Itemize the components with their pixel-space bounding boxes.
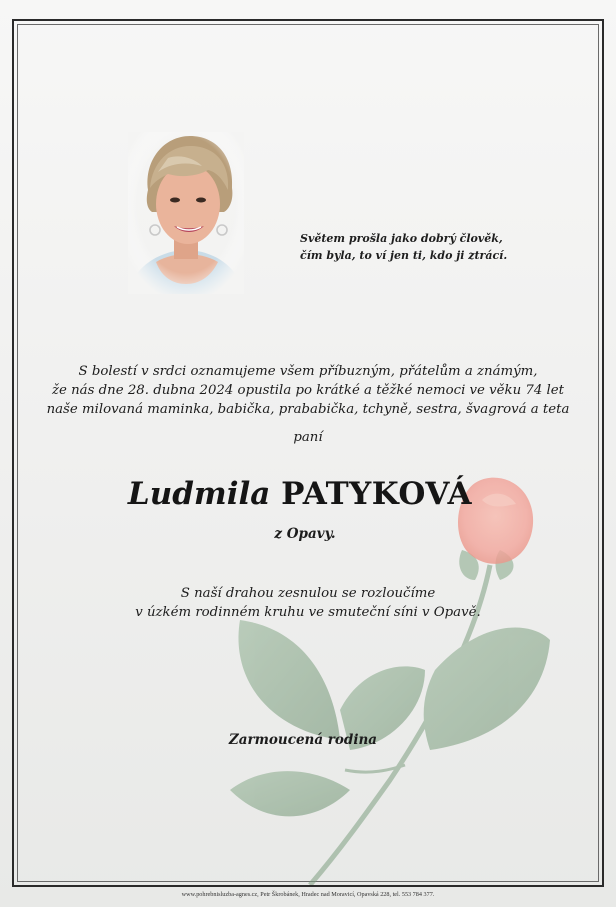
family-signature: Zarmoucená rodina bbox=[228, 732, 378, 748]
portrait-photo bbox=[128, 132, 244, 294]
deceased-last-name: PATYKOVÁ bbox=[281, 476, 473, 512]
deceased-origin: z Opavy. bbox=[274, 526, 336, 542]
deceased-name bbox=[0, 476, 600, 512]
announcement-line-1: S bolestí v srdci oznamujeme všem příbuzným, přátelům a známým, bbox=[78, 364, 538, 379]
announcement-text bbox=[30, 362, 586, 419]
farewell-line-2: v úzkém rodinném kruhu ve smuteční síni v Opavě. bbox=[135, 605, 481, 620]
farewell-line-1: S naší drahou zesnulou se rozloučíme bbox=[180, 586, 436, 601]
funeral-service-footer: www.pohrebnisluzba-agnes.cz, Petr Škrobánek, Hradec nad Moravicí, Opavská 228, tel. 553 784 377. bbox=[181, 891, 435, 898]
announcement-line-3: naše milovaná maminka, babička, prababička, tchyně, sestra, švagrová a teta bbox=[46, 402, 570, 417]
farewell-text bbox=[0, 584, 616, 622]
announcement-line-2: že nás dne 28. dubna 2024 opustila po krátké a těžké nemoci ve věku 74 let bbox=[52, 383, 564, 398]
leaf-lower bbox=[230, 771, 350, 816]
motto-line-1: Světem prošla jako dobrý člověk, bbox=[300, 232, 503, 245]
leaf-left bbox=[238, 620, 340, 740]
motto-line-2: čím byla, to ví jen ti, kdo ji ztrácí. bbox=[300, 249, 508, 262]
title-word: paní bbox=[293, 430, 323, 445]
memorial-motto bbox=[300, 230, 520, 264]
deceased-first-name: Ludmila bbox=[127, 476, 271, 512]
